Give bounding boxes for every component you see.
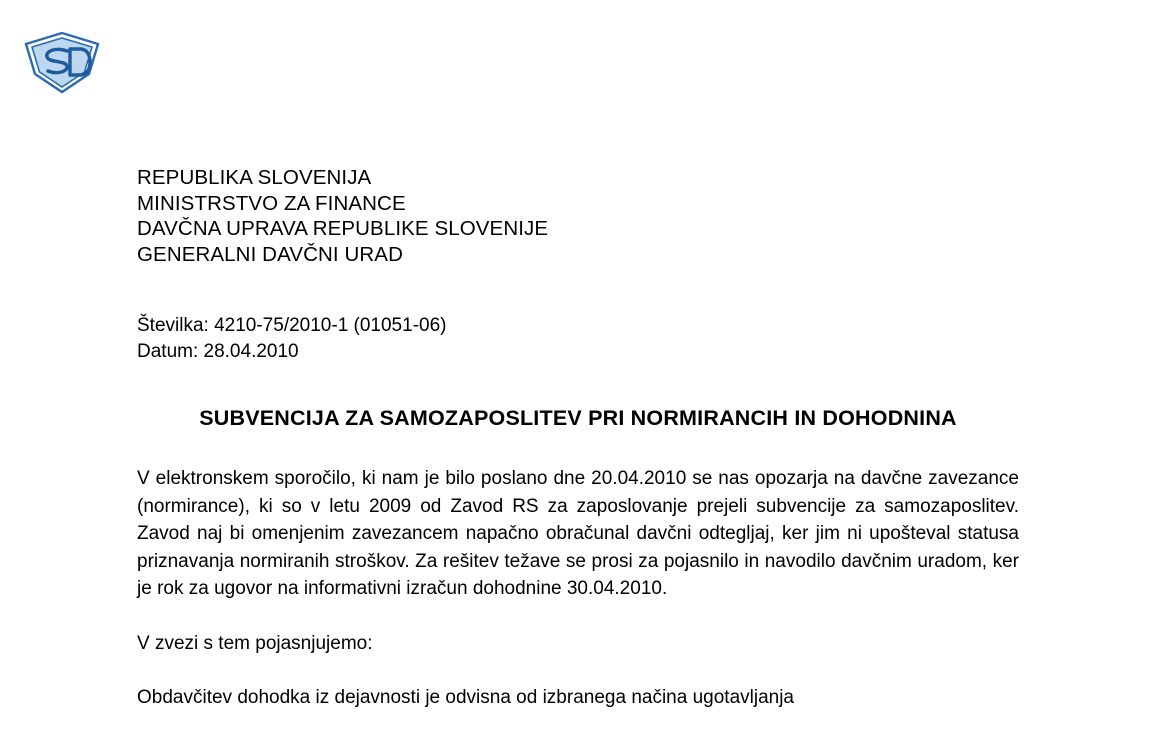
organization-line-3: DAVČNA UPRAVA REPUBLIKE SLOVENIJE <box>137 217 549 240</box>
reference-date: Datum: 28.04.2010 <box>137 341 299 362</box>
davcna-uprava-logo-icon <box>20 30 104 96</box>
organization-header <box>137 165 1019 267</box>
paragraph-3: Obdavčitev dohodka iz dejavnosti je odvisna od izbranega načina ugotavljanja <box>137 687 794 708</box>
page-title: SUBVENCIJA ZA SAMOZAPOSLITEV PRI NORMIRANCIH IN DOHODNINA <box>199 406 957 430</box>
paragraph-1: V elektronskem sporočilo, ki nam je bilo poslano dne 20.04.2010 se nas opozarja na davčne zavezance (normirance), ki so v letu 2009 od Zavod RS za zaposlovanje prejeli subvencije za samozaposlitev. Zavod naj bi omenjenim zavezancem napačno obračunal davčni odtegljaj, ker jim ni upošteval statusa priznavanja normiranih stroškov. Za rešitev težave se prosi za pojasnilo in navodilo davčnim uradom, ker je rok za ugovor na informativni izračun dohodnine 30.04.2010. <box>137 468 1019 599</box>
document-content <box>137 0 1019 712</box>
reference-number: Številka: 4210-75/2010-1 (01051-06) <box>137 315 447 336</box>
reference-block <box>137 313 1019 365</box>
organization-line-4: GENERALNI DAVČNI URAD <box>137 242 403 266</box>
organization-line-2: MINISTRSTVO ZA FINANCE <box>137 191 406 215</box>
organization-line-1: REPUBLIKA SLOVENIJA <box>137 166 372 189</box>
paragraph-2: V zvezi s tem pojasnjujemo: <box>137 632 373 654</box>
